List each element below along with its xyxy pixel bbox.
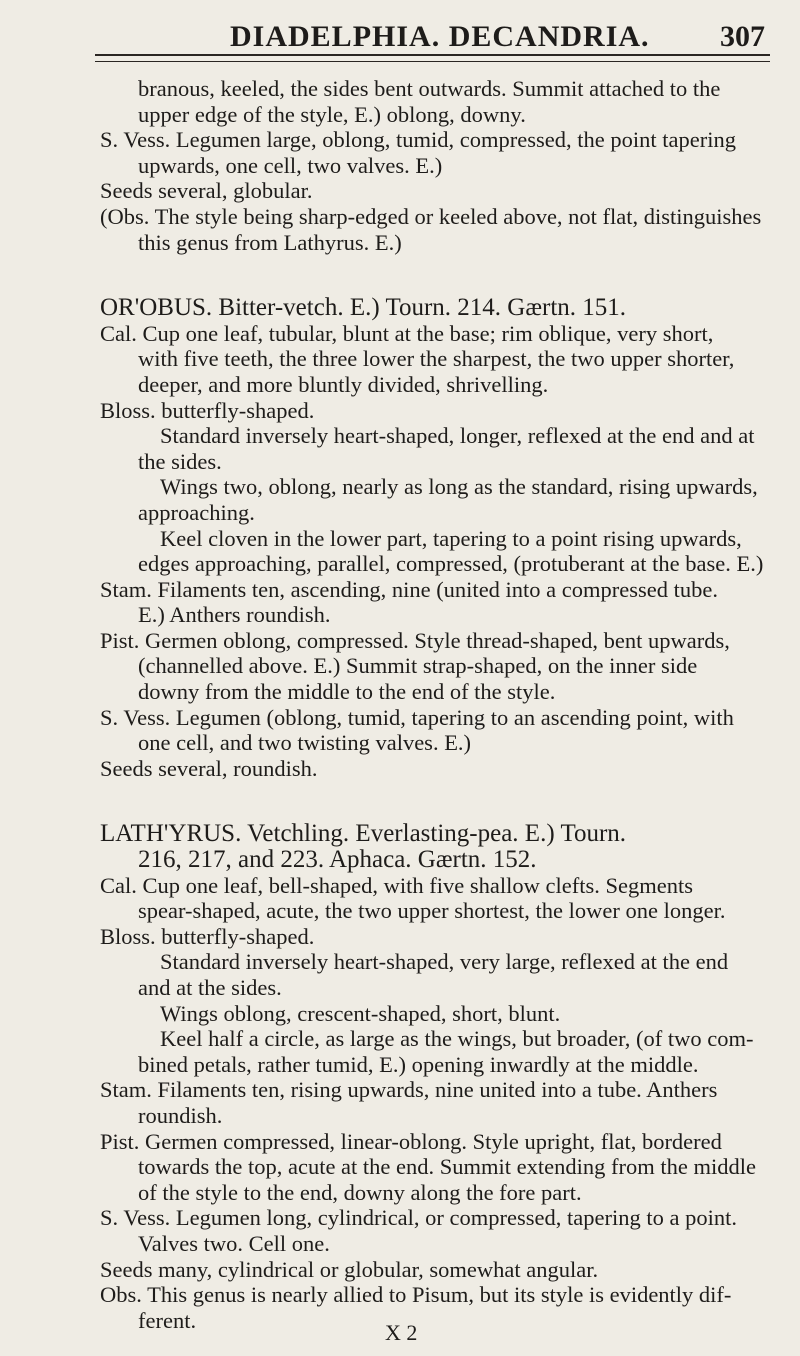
text-line: one cell, and two twisting valves. E.) xyxy=(138,730,472,756)
text-line: Keel half a circle, as large as the wings, but broader, (of two com- xyxy=(160,1026,754,1052)
signature-mark: X 2 xyxy=(385,1320,418,1345)
text-line: bined petals, rather tumid, E.) opening inwardly at the middle. xyxy=(138,1051,699,1077)
text-line: ferent. xyxy=(138,1307,197,1333)
text-line: Valves two. Cell one. xyxy=(138,1230,330,1256)
text-line: deeper, and more bluntly divided, shrivelling. xyxy=(138,371,549,397)
text-line: Keel cloven in the lower part, tapering to a point rising upwards, xyxy=(160,525,742,551)
text-line: approaching. xyxy=(138,499,255,525)
text-line: Cal. Cup one leaf, bell-shaped, with five shallow clefts. Segments xyxy=(100,872,693,898)
page-body xyxy=(100,76,780,1333)
text-line: roundish. xyxy=(138,1102,223,1128)
text-line: this genus from Lathyrus. E.) xyxy=(138,229,402,255)
text-line: S. Vess. Legumen (oblong, tumid, tapering to an ascending point, with xyxy=(100,704,734,730)
text-line: edges approaching, parallel, compressed, (protuberant at the base. E.) xyxy=(138,551,764,577)
text-line: Pist. Germen compressed, linear-oblong. Style upright, flat, bordered xyxy=(100,1128,722,1154)
text-line: spear-shaped, acute, the two upper shortest, the lower one longer. xyxy=(138,898,726,924)
text-line: (Obs. The style being sharp-edged or keeled above, not flat, distinguishes xyxy=(100,203,762,229)
genus-heading-line: OR'OBUS. Bitter-vetch. E.) Tourn. 214. Gærtn. 151. xyxy=(100,294,627,322)
section-gap xyxy=(100,781,780,821)
text-line: Wings oblong, crescent-shaped, short, blunt. xyxy=(160,1000,561,1026)
text-line: Wings two, oblong, nearly as long as the standard, rising upwards, xyxy=(160,474,758,500)
running-header xyxy=(100,14,765,54)
text-line: upwards, one cell, two valves. E.) xyxy=(138,152,443,178)
text-line: (channelled above. E.) Summit strap-shaped, on the inner side xyxy=(138,653,698,679)
text-line: Cal. Cup one leaf, tubular, blunt at the base; rim oblique, very short, xyxy=(100,320,714,346)
text-line: with five teeth, the three lower the sharpest, the two upper shorter, xyxy=(138,346,735,372)
text-line: Standard inversely heart-shaped, longer, reflexed at the end and at xyxy=(160,423,755,449)
text-line: upper edge of the style, E.) oblong, downy. xyxy=(138,101,526,127)
text-line: Seeds several, globular. xyxy=(100,178,313,204)
text-line: Pist. Germen oblong, compressed. Style thread-shaped, bent upwards, xyxy=(100,627,730,653)
text-line: Stam. Filaments ten, rising upwards, nine united into a tube. Anthers xyxy=(100,1077,718,1103)
text-line: S. Vess. Legumen long, cylindrical, or compressed, tapering to a point. xyxy=(100,1205,737,1231)
text-line: E.) Anthers roundish. xyxy=(138,602,331,628)
text-line: Bloss. butterfly-shaped. xyxy=(100,923,315,949)
genus-heading-line: 216, 217, and 223. Aphaca. Gærtn. 152. xyxy=(138,846,537,874)
text-line: Seeds many, cylindrical or globular, somewhat angular. xyxy=(100,1256,599,1282)
header-rule xyxy=(95,54,770,62)
running-title: DIADELPHIA. DECANDRIA. xyxy=(230,20,650,53)
text-line: Seeds several, roundish. xyxy=(100,755,318,781)
page-number: 307 xyxy=(720,20,765,53)
text-line: of the style to the end, downy along the fore part. xyxy=(138,1179,582,1205)
section-gap xyxy=(100,255,780,295)
text-line: and at the sides. xyxy=(138,975,282,1000)
text-line: Standard inversely heart-shaped, very large, reflexed at the end xyxy=(160,949,729,975)
text-line: S. Vess. Legumen large, oblong, tumid, compressed, the point tapering xyxy=(100,127,736,153)
text-line: Obs. This genus is nearly allied to Pisum, but its style is evidently dif- xyxy=(100,1282,732,1308)
text-line: towards the top, acute at the end. Summit extending from the middle xyxy=(138,1154,756,1180)
genus-heading-line: LATH'YRUS. Vetchling. Everlasting-pea. E.) Tourn. xyxy=(100,820,627,848)
text-line: the sides. xyxy=(138,448,222,474)
text-line: downy from the middle to the end of the style. xyxy=(138,679,556,705)
text-line: Stam. Filaments ten, ascending, nine (united into a compressed tube. xyxy=(100,576,718,602)
text-line: Bloss. butterfly-shaped. xyxy=(100,397,315,423)
text-line: branous, keeled, the sides bent outwards. Summit attached to the xyxy=(138,76,721,101)
